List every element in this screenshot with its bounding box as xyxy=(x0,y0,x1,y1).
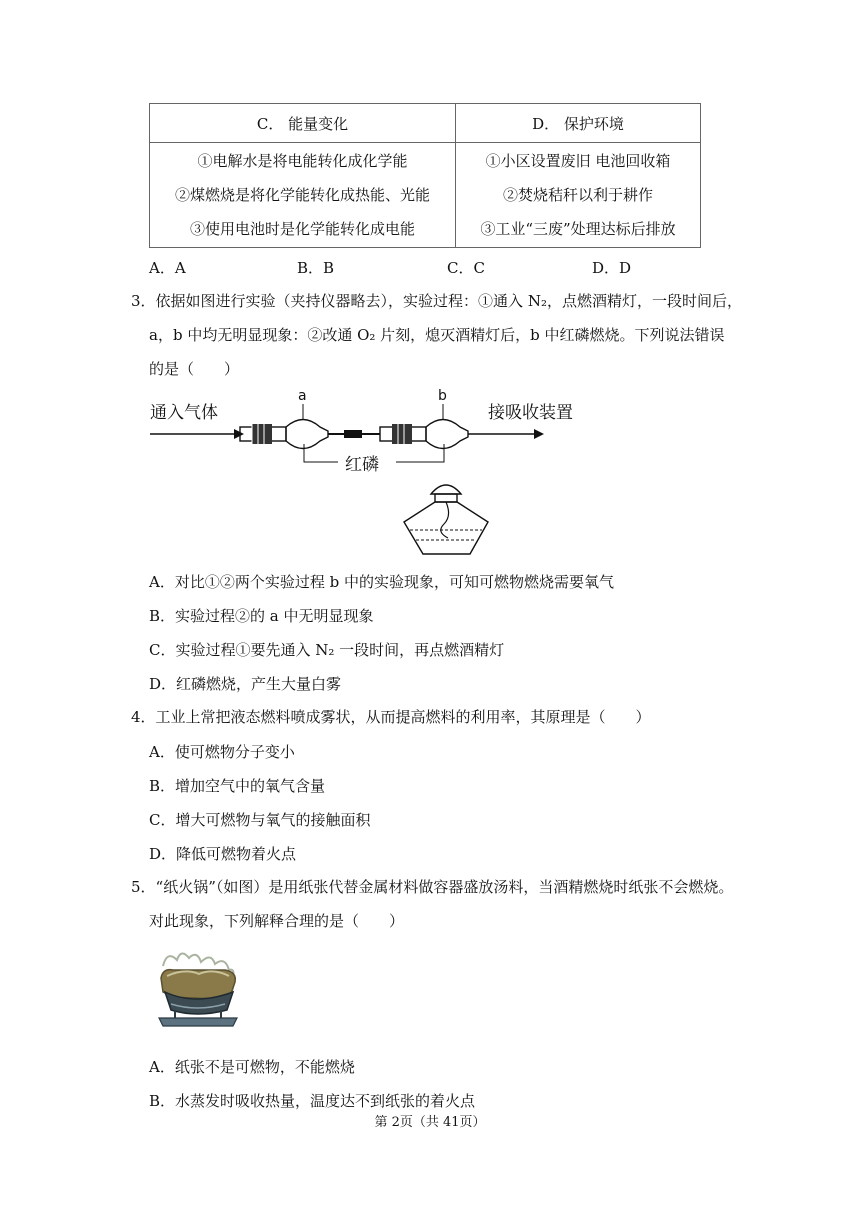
page-footer: 第 2页（共 41页） xyxy=(374,1115,486,1130)
table-cell-c xyxy=(150,143,456,248)
q5-stem-line1: 5．“纸火锅”（如图）是用纸张代替金属材料做容器盛放汤料，当酒精燃烧时纸张不会燃烧。 xyxy=(131,878,734,896)
q4-option-b: B．增加空气中的氧气含量 xyxy=(149,777,326,795)
q5-option-b: B．水蒸发时吸收热量，温度达不到纸张的着火点 xyxy=(149,1092,476,1110)
table-cell-line: ②煤燃烧是将化学能转化成热能、光能 xyxy=(174,186,430,204)
q4-option-a: A．使可燃物分子变小 xyxy=(149,743,295,761)
comparison-table xyxy=(149,103,701,248)
q4-option-d: D．降低可燃物着火点 xyxy=(149,845,297,863)
q5-stem-line2: 对此现象，下列解释合理的是（ ） xyxy=(149,912,405,930)
table-cell-d xyxy=(456,143,701,248)
paper-hotpot-image xyxy=(155,948,241,1042)
table-cell-line: ①电解水是将电能转化成化学能 xyxy=(197,152,408,170)
table-cell-line: ①小区设置废旧 电池回收箱 xyxy=(485,152,671,170)
table-header-c: C． 能量变化 xyxy=(150,104,456,143)
q3-option-a: A．对比①②两个实验过程 b 中的实验现象，可知可燃物燃烧需要氧气 xyxy=(149,573,614,591)
table-cell-line: ③工业“三废”处理达标后排放 xyxy=(480,220,676,238)
table-cell-line: ③使用电池时是化学能转化成电能 xyxy=(189,220,415,238)
diagram-label-b: b xyxy=(438,388,447,404)
q2-choice-d: D．D xyxy=(592,259,632,277)
diagram-label-a: a xyxy=(298,388,307,404)
q2-choice-b: B．B xyxy=(297,259,335,277)
diagram-label-gas-in: 通入气体 xyxy=(150,403,218,423)
q4-stem: 4．工业上常把液态燃料喷成雾状，从而提高燃料的利用率，其原理是（ ） xyxy=(131,708,651,726)
table-header-d: D． 保护环境 xyxy=(456,104,701,143)
q3-option-c: C．实验过程①要先通入 N₂ 一段时间，再点燃酒精灯 xyxy=(149,641,505,659)
q2-choice-c: C．C xyxy=(447,259,485,277)
q3-stem-line1: 3．依据如图进行实验（夹持仪器略去），实验过程：①通入 N₂，点燃酒精灯，一段时间后， xyxy=(131,292,742,310)
q3-stem-line2: a，b 中均无明显现象：②改通 O₂ 片刻，熄灭酒精灯后，b 中红磷燃烧。下列说法错误 xyxy=(149,326,725,344)
q4-option-c: C．增大可燃物与氧气的接触面积 xyxy=(149,811,371,829)
q3-stem-line3: 的是（ ） xyxy=(149,360,240,378)
combustion-apparatus-diagram xyxy=(148,384,578,558)
q5-option-a: A．纸张不是可燃物，不能燃烧 xyxy=(149,1058,355,1076)
diagram-label-absorber: 接吸收装置 xyxy=(488,403,573,423)
q2-choice-a: A．A xyxy=(149,259,186,277)
diagram-label-red-phosphorus: 红磷 xyxy=(345,455,379,475)
q3-option-d: D．红磷燃烧，产生大量白雾 xyxy=(149,675,342,693)
table-cell-line: ②焚烧秸秆以利于耕作 xyxy=(502,186,653,204)
q3-option-b: B．实验过程②的 a 中无明显现象 xyxy=(149,607,374,625)
